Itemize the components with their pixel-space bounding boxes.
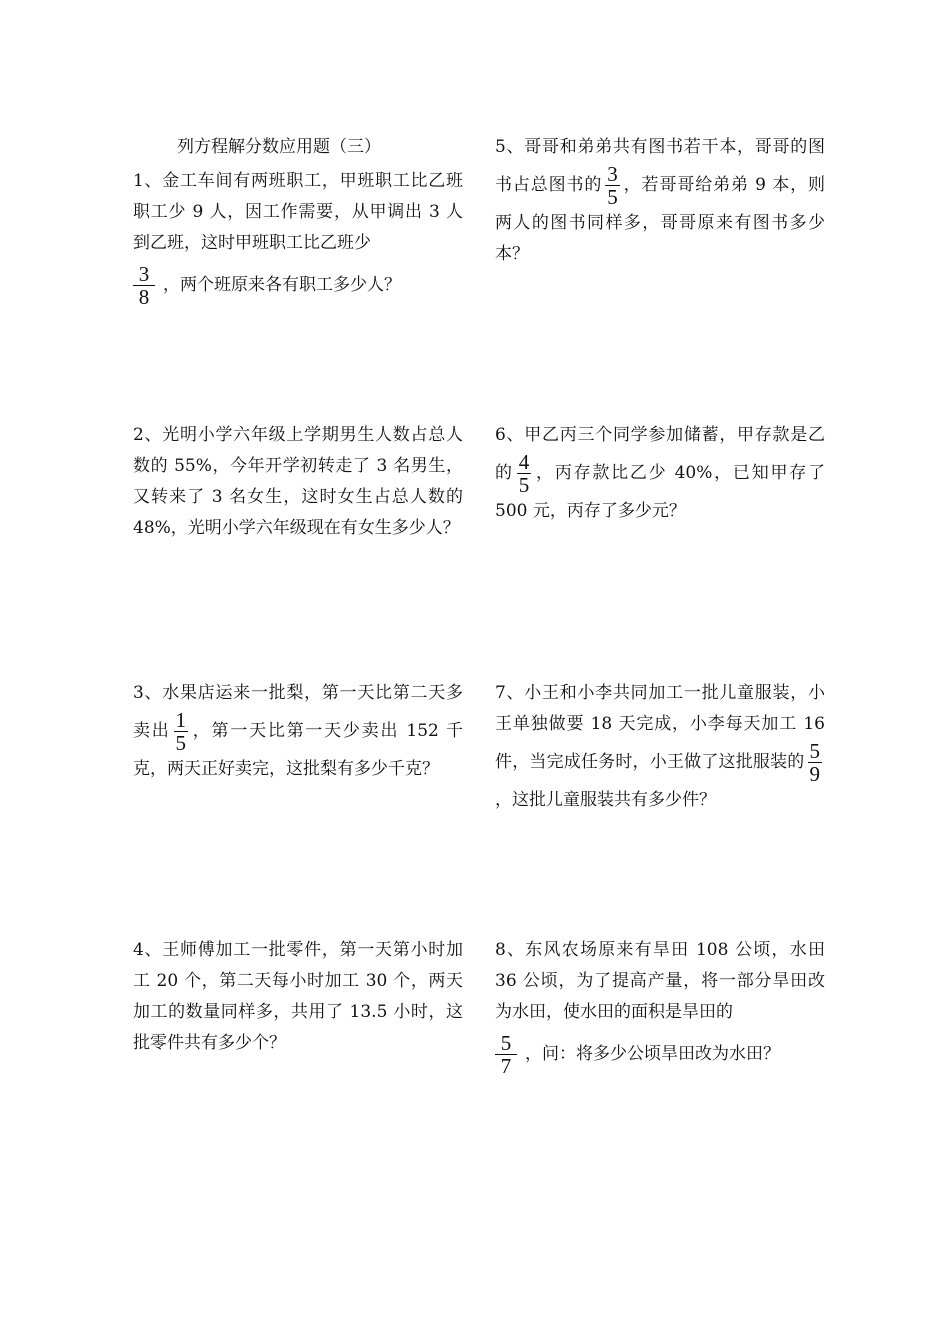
problem-6-text-a: 6、甲乙丙三个同学参加储蓄，甲存款是乙的 xyxy=(495,425,825,483)
problem-3-text-b: ，第一天比第一天少卖出 152 千克，两天正好卖完，这批梨有多少千克？ xyxy=(133,721,463,779)
problem-7-text-a: 7、小王和小李共同加工一批儿童服装，小王单独做要 18 天完成，小李每天加工 16 件，当完成任务时，小王做了这批服装的 xyxy=(495,683,825,772)
fraction-numerator: 3 xyxy=(133,263,155,286)
problem-8-text-b: ，问：将多少公顷旱田改为水田？ xyxy=(525,1044,780,1064)
problem-1 xyxy=(133,166,463,339)
problem-6 xyxy=(495,420,825,527)
fraction-1-5 xyxy=(174,709,189,754)
fraction-denominator: 5 xyxy=(518,473,530,497)
problem-5 xyxy=(495,132,825,270)
problem-5-text-b: ，若哥哥给弟弟 9 本，则两人的图书同样多，哥哥原来有图书多少本？ xyxy=(495,175,826,264)
problem-8 xyxy=(495,935,825,1108)
page-title: 列方程解分数应用题（三） xyxy=(177,137,381,157)
fraction-numerator: 3 xyxy=(607,162,618,186)
problem-3 xyxy=(133,678,463,785)
fraction-3-5 xyxy=(605,163,620,208)
problem-1-text-b: ，两个班原来各有职工多少人？ xyxy=(163,275,401,295)
fraction-denominator: 8 xyxy=(138,285,150,309)
problem-7 xyxy=(495,678,825,816)
fraction-numerator: 5 xyxy=(809,739,820,763)
fraction-denominator: 5 xyxy=(607,185,618,209)
fraction-denominator: 7 xyxy=(500,1054,512,1078)
problem-5-text-a: 5、哥哥和弟弟共有图书若干本，哥哥的图书占总图书的 xyxy=(495,137,825,195)
problem-1-text-a: 1、金工车间有两班职工，甲班职工比乙班职工少 9 人，因工作需要，从甲调出 3 人到乙班，这时甲班职工比乙班少 xyxy=(133,171,463,253)
fraction-5-9 xyxy=(808,740,823,785)
fraction-numerator: 1 xyxy=(175,708,187,732)
fraction-numerator: 5 xyxy=(495,1032,517,1055)
problem-4-text: 4、王师傅加工一批零件，第一天第小时加工 20 个，第二天每小时加工 30 个，两天加工的数量同样多，共用了 13.5 小时，这批零件共有多少个？ xyxy=(133,940,463,1053)
problem-3-text-a: 3、水果店运来一批梨，第一天比第二天多卖出 xyxy=(133,683,463,741)
fraction-denominator: 9 xyxy=(809,762,820,786)
fraction-denominator: 5 xyxy=(175,731,187,755)
problem-6-text-b: ，丙存款比乙少 40%，已知甲存了 500 元，丙存了多少元？ xyxy=(495,463,825,521)
problem-2-text: 2、光明小学六年级上学期男生人数占总人数的 55%，今年开学初转走了 3 名男生，又转来了 3 名女生，这时女生占总人数的 48%，光明小学六年级现在有女生多少人？ xyxy=(133,425,463,538)
problem-7-text-b: ，这批儿童服装共有多少件？ xyxy=(495,790,716,810)
left-column xyxy=(133,128,463,1053)
fraction-numerator: 4 xyxy=(518,450,530,474)
problem-4 xyxy=(133,935,463,1059)
fraction-5-7 xyxy=(495,1032,517,1077)
problem-8-text-a: 8、东风农场原来有旱田 108 公顷，水田 36 公顷，为了提高产量，将一部分旱田改为水田，使水田的面积是旱田的 xyxy=(495,940,825,1022)
fraction-4-5 xyxy=(517,451,532,496)
fraction-3-8 xyxy=(133,263,155,308)
problem-2 xyxy=(133,420,463,544)
